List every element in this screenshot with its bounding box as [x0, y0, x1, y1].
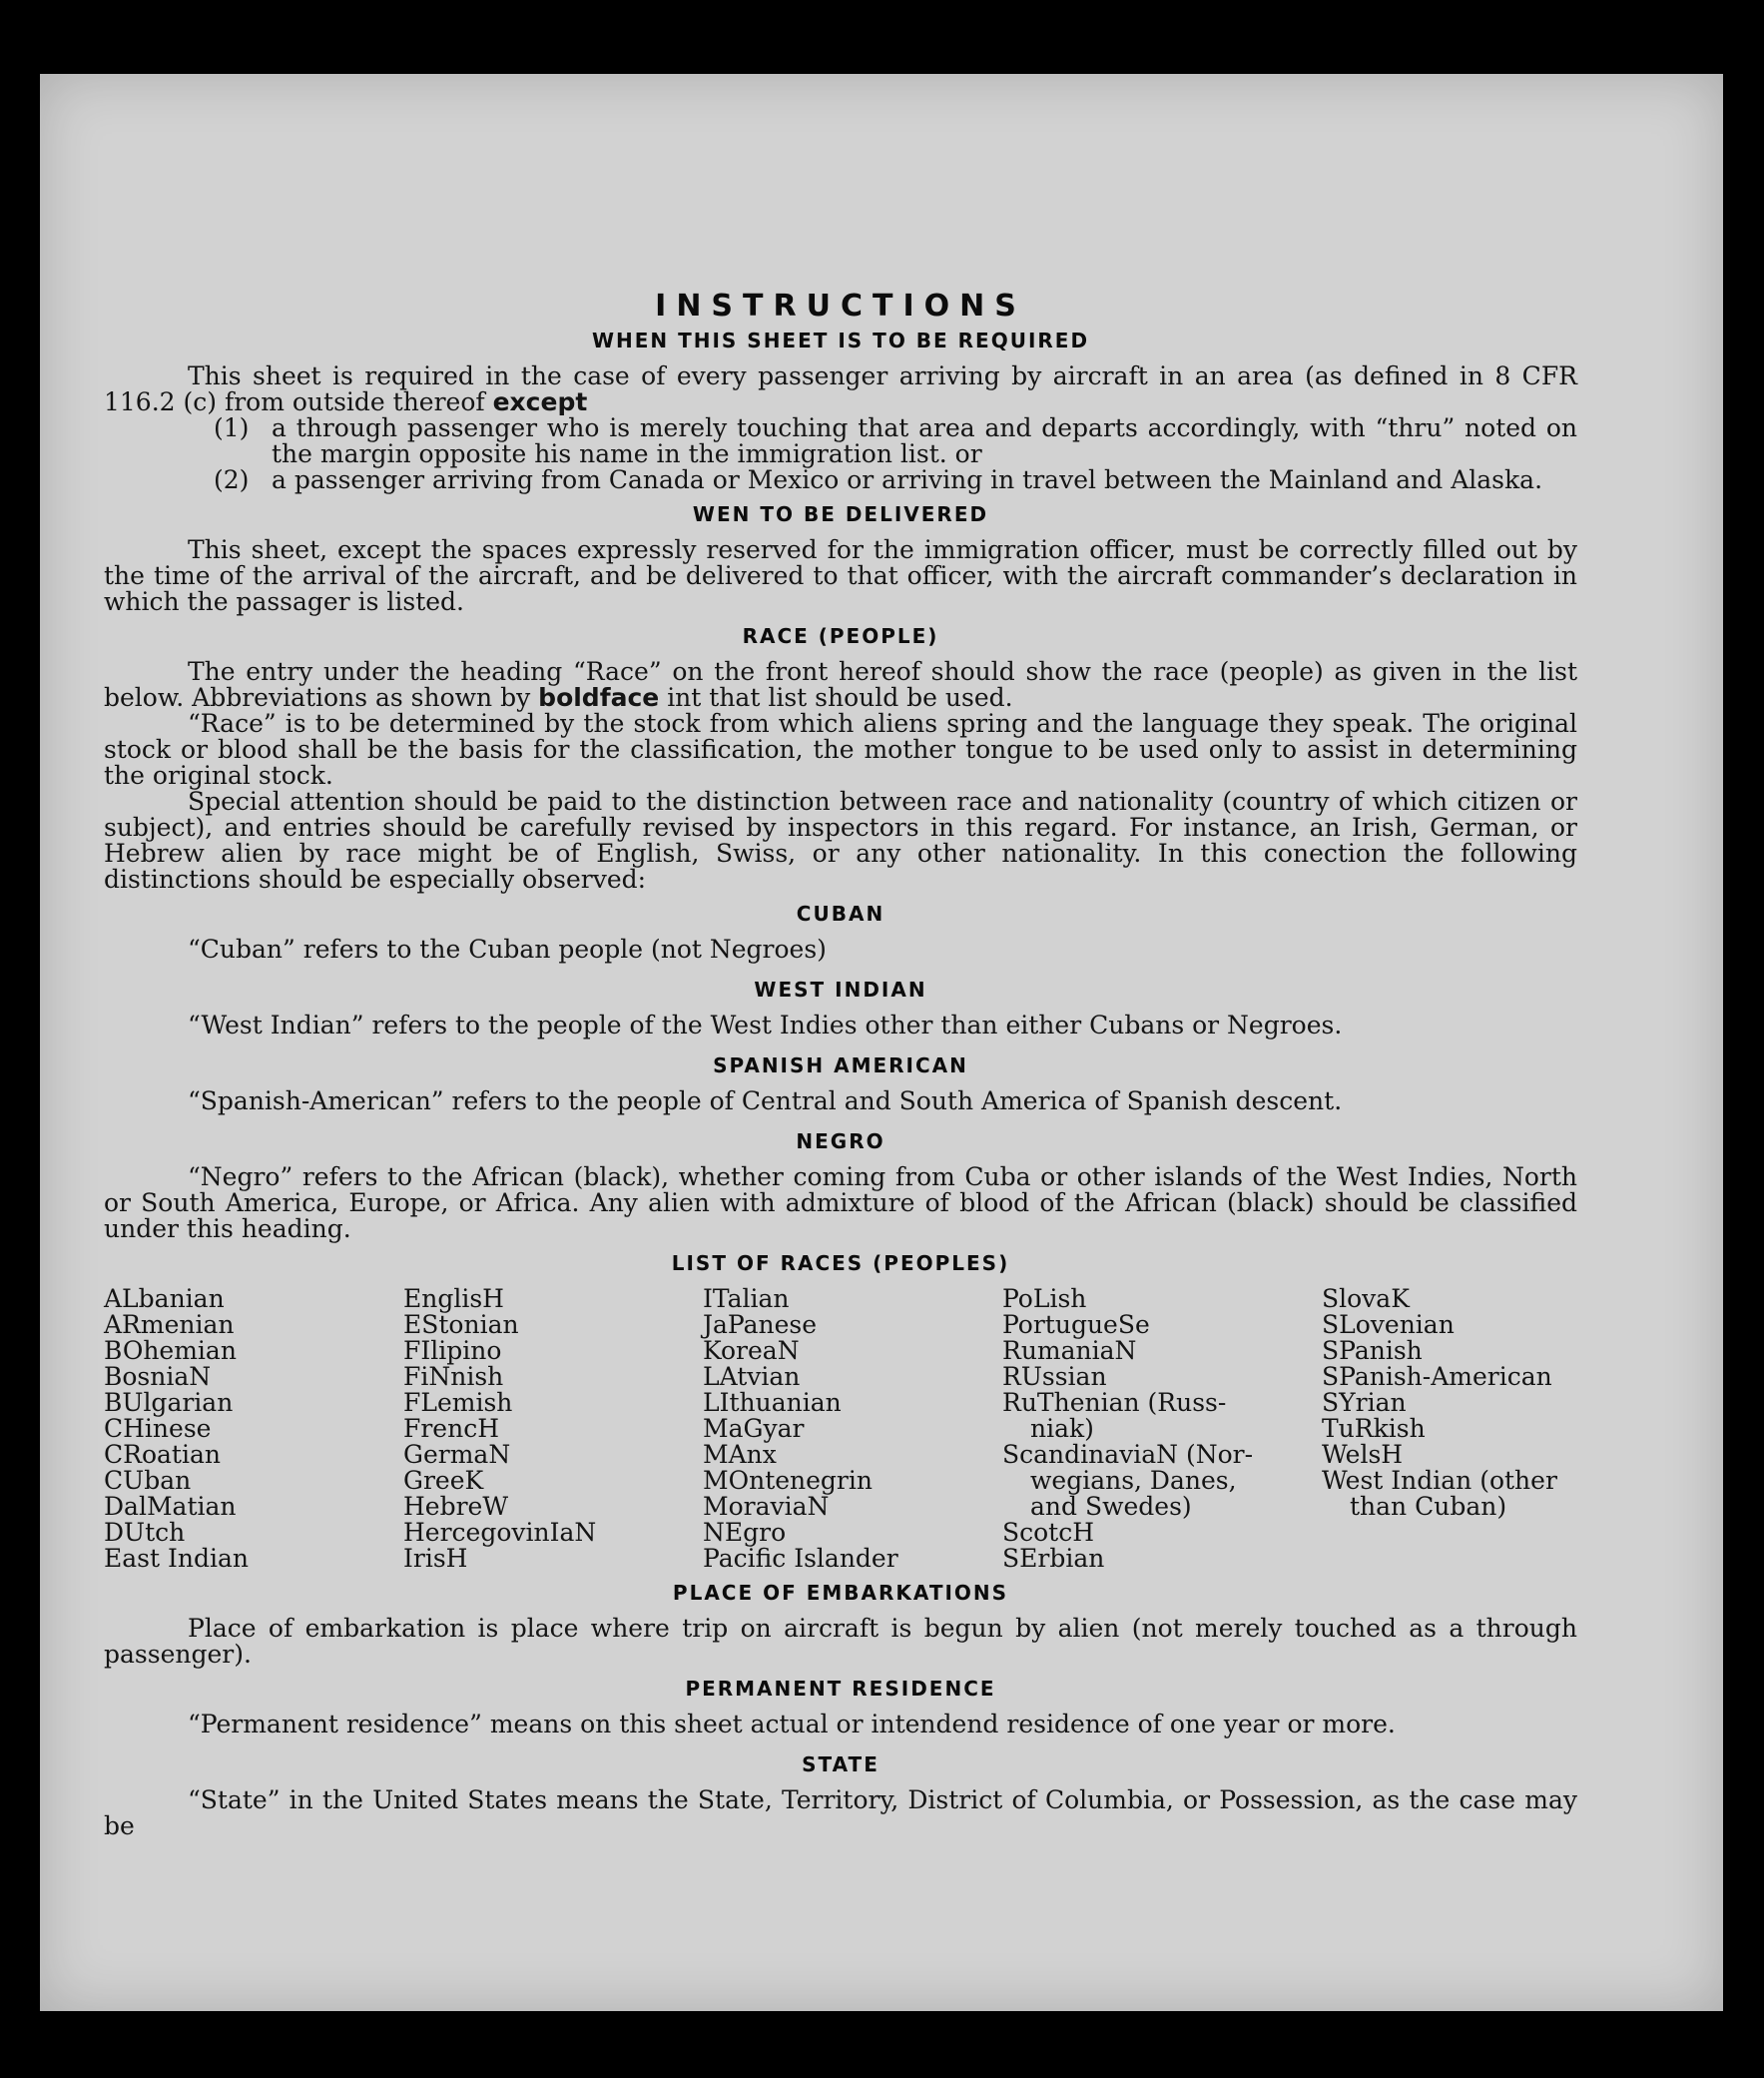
race-item: BOhemian: [104, 1336, 237, 1365]
except-bold: except: [492, 387, 588, 416]
race-item: GermaN: [403, 1440, 511, 1469]
race-item: CUban: [104, 1466, 192, 1495]
cuban-text: “Cuban” refers to the Cuban people (not Negroes): [188, 935, 827, 964]
section-heading-race: RACE (PEOPLE): [742, 624, 939, 648]
west-indian-text: “West Indian” refers to the people of the West Indies other than either Cubans or Negroes.: [188, 1011, 1343, 1039]
race-item: ARmenian: [104, 1310, 235, 1339]
race-item: ITalian: [703, 1284, 790, 1313]
race-item: BosniaN: [104, 1362, 212, 1391]
race-item: WelsH: [1322, 1440, 1404, 1469]
section-heading-embarkation: PLACE OF EMBARKATIONS: [672, 1581, 1009, 1605]
race-item: MaGyar: [703, 1414, 805, 1443]
section-heading-state: STATE: [802, 1752, 880, 1776]
race-item: EStonian: [403, 1310, 519, 1339]
race-item: FiNnish: [403, 1362, 504, 1391]
boldface-word: boldface: [538, 683, 660, 712]
document-body: [104, 214, 1577, 1839]
race-item: PortugueSe: [1002, 1310, 1150, 1339]
section-heading-list-of-races: LIST OF RACES (PEOPLES): [671, 1251, 1010, 1275]
race-paragraph-1: The entry under the heading “Race” on the front hereof should show the race (people) as given in the list below. Abbreviations as shown by boldface int that list should be used.: [104, 657, 1577, 712]
section-heading-cuban: CUBAN: [796, 902, 885, 926]
race-item: EnglisH: [403, 1284, 504, 1313]
section-heading-spanish-american: SPANISH AMERICAN: [713, 1053, 968, 1077]
race-item: DalMatian: [104, 1492, 237, 1521]
when-delivered-text: This sheet, except the spaces expressly reserved for the immigration officer, must be correctly filled out by the time of the arrival of the aircraft, and be delivered to that officer, with the aircraft commander’s declaration in which the passager is listed.: [104, 535, 1577, 616]
race-item: IrisH: [403, 1544, 468, 1573]
race-column-5: [1322, 1286, 1577, 1572]
section-heading-west-indian: WEST INDIAN: [754, 978, 927, 1002]
race-item: MAnx: [703, 1440, 777, 1469]
race-item: KoreaN: [703, 1336, 800, 1365]
race-list: [104, 1286, 1577, 1572]
race-column-3: [703, 1286, 1002, 1572]
race-item: FrencH: [403, 1414, 499, 1443]
race-item: DUtch: [104, 1518, 186, 1547]
race-item-continuation: than Cuban): [1350, 1492, 1507, 1521]
race-item: HebreW: [403, 1492, 509, 1521]
race-item: SlovaK: [1322, 1284, 1410, 1313]
section-heading-negro: NEGRO: [796, 1129, 885, 1153]
race-item: RuThenian (Russ-: [1002, 1388, 1227, 1417]
race-item: LAtvian: [703, 1362, 801, 1391]
state-text: “State” in the United States means the State, Territory, District of Columbia, or Possession, as the case may be: [104, 1785, 1577, 1840]
race-item: ALbanian: [104, 1284, 225, 1313]
race-item: CHinese: [104, 1414, 212, 1443]
race-column-4: [1002, 1286, 1322, 1572]
race-item: FLemish: [403, 1388, 513, 1417]
document-sheet: [40, 74, 1723, 2011]
race-item: Pacific Islander: [703, 1544, 898, 1573]
race-item: PoLish: [1002, 1284, 1087, 1313]
race-item: NEgro: [703, 1518, 787, 1547]
race-item: FIlipino: [403, 1336, 502, 1365]
section-heading-when-delivered: WEN TO BE DELIVERED: [692, 502, 989, 526]
race-item: HercegovinIaN: [403, 1518, 597, 1547]
race-paragraph-3: Special attention should be paid to the distinction between race and nationality (country of which citizen or subject), and entries should be carefully revised by inspectors in this regard. For instance, an Irish, German, or Hebrew alien by race might be of English, Swiss, or any other nationality. In this conection the following distinctions should be especially observed:: [104, 787, 1577, 894]
race-item: TuRkish: [1322, 1414, 1426, 1443]
embarkation-text: Place of embarkation is place where trip on aircraft is begun by alien (not merely touched as a through passenger).: [104, 1614, 1577, 1669]
document-title: INSTRUCTIONS: [655, 289, 1026, 324]
race-item: SPanish: [1322, 1336, 1423, 1365]
race-item: RumaniaN: [1002, 1336, 1137, 1365]
race-item: JaPanese: [703, 1310, 818, 1339]
race-item: West Indian (other: [1322, 1466, 1557, 1495]
race-item: GreeK: [403, 1466, 484, 1495]
race-item: ScandinaviaN (Nor-: [1002, 1440, 1254, 1469]
race-item: MoraviaN: [703, 1492, 830, 1521]
race-item: BUlgarian: [104, 1388, 234, 1417]
race-column-1: [104, 1286, 403, 1572]
spanish-american-text: “Spanish-American” refers to the people of Central and South America of Spanish descent.: [188, 1086, 1343, 1115]
when-required-intro: This sheet is required in the case of every passenger arriving by aircraft in an area (as defined in 8 CFR 116.2 (c) from outside thereof except: [104, 361, 1577, 416]
exception-item-1: (1) a through passenger who is merely touching that area and departs accordingly, with “thru” noted on the margin opposite his name in the immigration list. or: [214, 413, 1577, 468]
race-item: CRoatian: [104, 1440, 221, 1469]
race-item: RUssian: [1002, 1362, 1107, 1391]
race-item-continuation: and Swedes): [1030, 1492, 1192, 1521]
race-item: SLovenian: [1322, 1310, 1455, 1339]
exception-item-2: (2) a passenger arriving from Canada or Mexico or arriving in travel between the Mainland and Alaska.: [214, 465, 1543, 494]
race-item-continuation: wegians, Danes,: [1030, 1466, 1237, 1495]
race-item: ScotcH: [1002, 1518, 1095, 1547]
race-item: LIthuanian: [703, 1388, 842, 1417]
permanent-residence-text: “Permanent residence” means on this sheet actual or intendend residence of one year or more.: [188, 1710, 1396, 1738]
section-heading-when-required: WHEN THIS SHEET IS TO BE REQUIRED: [591, 329, 1090, 352]
race-item-continuation: niak): [1030, 1414, 1094, 1443]
race-item: SPanish-American: [1322, 1362, 1552, 1391]
race-column-2: [403, 1286, 703, 1572]
section-heading-permanent-residence: PERMANENT RESIDENCE: [685, 1677, 996, 1701]
race-item: SErbian: [1002, 1544, 1105, 1573]
negro-text: “Negro” refers to the African (black), whether coming from Cuba or other islands of the West Indies, North or South America, Europe, or Africa. Any alien with admixture of blood of the African (black) should be classified under this heading.: [104, 1162, 1577, 1243]
race-item: MOntenegrin: [703, 1466, 873, 1495]
race-item: East Indian: [104, 1544, 249, 1573]
race-item: SYrian: [1322, 1388, 1407, 1417]
race-paragraph-2: “Race” is to be determined by the stock from which aliens spring and the language they speak. The original stock or blood shall be the basis for the classification, the mother tongue to be used only to assist in determining the original stock.: [104, 709, 1577, 790]
